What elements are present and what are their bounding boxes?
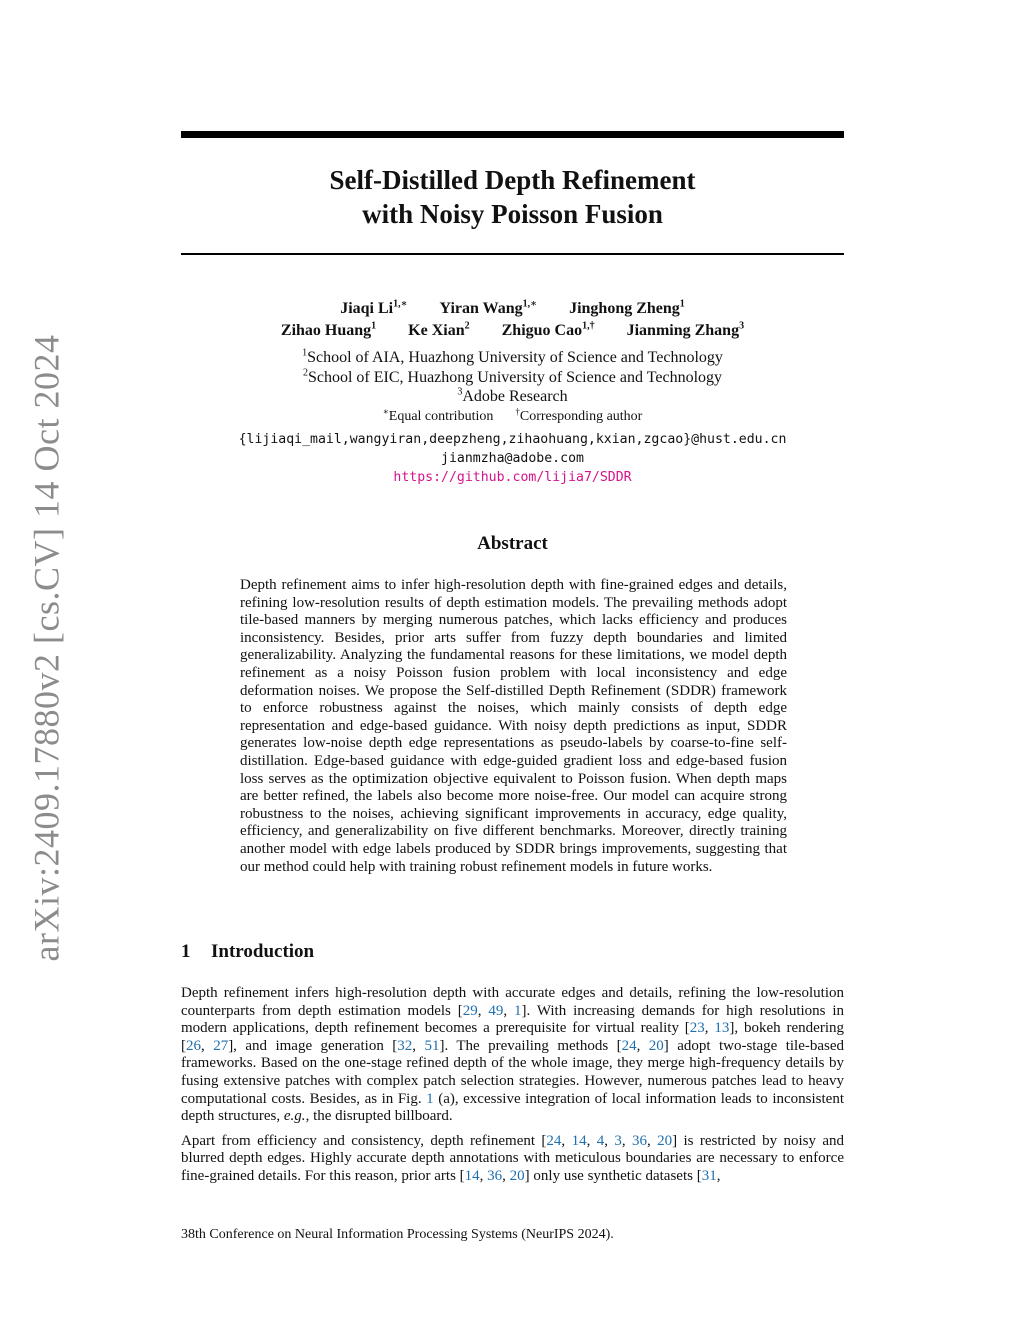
citation-link[interactable]: 20 bbox=[657, 1132, 673, 1149]
affiliation-text: School of EIC, Huazhong University of Science and Technology bbox=[307, 368, 723, 386]
author-affiliation-mark: 3 bbox=[739, 320, 745, 332]
citation-link[interactable]: 49 bbox=[488, 1002, 504, 1019]
text-run: ] is restricted by noisy and blurred depth edges. Highly accurate depth annotations with meticulous boundaries are necessary to enforce fine-grained details. For this reason, prior arts [ bbox=[181, 1132, 845, 1184]
abstract-body: Depth refinement aims to infer high-resolution depth with fine-grained edges and details, refining low-resolution results of depth estimation models. The prevailing methods adopt tile-based manners by merging numerous patches, which lacks efficiency and produces inconsistency. Besides, prior arts suffer from fuzzy depth boundaries and limited generalizability. Analyzing the fundamental reasons for these limitations, we model depth refinement as a noisy Poisson fusion problem with local inconsistency and edge deformation noises. We propose the Self-distilled Depth Refinement (SDDR) framework to enforce robustness against the noises, which mainly consists of depth edge representation and edge-based guidance. With noisy depth predictions as input, SDDR generates low-noise depth edge representations as pseudo-labels by coarse-to-fine self-distillation. Edge-based guidance with edge-guided gradient loss and edge-based fusion loss serves as the optimization objective equivalent to Poisson fusion. When depth maps are better refined, the labels also become more noise-free. Our model can acquire strong robustness to the noises, achieving significant improvements in accuracy, edge quality, efficiency, and generalizability on five different benchmarks. Moreover, directly training another model with edge labels produced by SDDR brings improvements, suggesting that our method could help with training robust refinement models in future works. bbox=[240, 577, 787, 875]
text-run: , bbox=[636, 1037, 649, 1054]
intro-paragraph-2 bbox=[181, 1133, 844, 1186]
author bbox=[502, 320, 595, 342]
author-list bbox=[181, 298, 844, 342]
text-run: , bbox=[412, 1037, 425, 1054]
text-run: , bbox=[503, 1002, 514, 1019]
text-run: Apart from efficiency and consistency, depth refinement [ bbox=[181, 1132, 547, 1149]
author-name: Zhiguo Cao bbox=[501, 322, 583, 339]
author bbox=[408, 320, 469, 342]
author-name: Zihao Huang bbox=[280, 322, 372, 339]
affiliation-mark: 1 bbox=[302, 347, 308, 359]
citation-link[interactable]: 4 bbox=[596, 1132, 605, 1149]
abstract-heading: Abstract bbox=[477, 533, 548, 554]
text-run: ]. With increasing demands for high resolutions in modern applications, depth refinement becomes a prerequisite for virtual reality [ bbox=[181, 1002, 845, 1037]
text-run: , bbox=[586, 1132, 597, 1149]
arxiv-identifier: arXiv:2409.17880v2 [cs.CV] 14 Oct 2024 bbox=[26, 334, 67, 962]
affiliation bbox=[181, 368, 844, 388]
text-run: , bbox=[477, 1002, 489, 1019]
citation-link[interactable]: 20 bbox=[509, 1167, 525, 1184]
conference-footnote: 38th Conference on Neural Information Processing Systems (NeurIPS 2024). bbox=[181, 1227, 614, 1242]
author-row-2 bbox=[181, 320, 844, 342]
author bbox=[569, 298, 685, 320]
text-run: , bbox=[621, 1132, 632, 1149]
contact-block bbox=[181, 430, 844, 487]
email-adobe: jianmzha@adobe.com bbox=[441, 451, 584, 466]
citation-link[interactable]: 29 bbox=[462, 1002, 478, 1019]
section-title: Introduction bbox=[211, 941, 315, 962]
text-run: ] only use synthetic datasets [ bbox=[524, 1167, 702, 1184]
affiliation-list bbox=[181, 348, 844, 407]
citation-link[interactable]: 27 bbox=[213, 1037, 229, 1054]
author-name: Jinghong Zheng bbox=[569, 300, 680, 317]
citation-link[interactable]: 13 bbox=[714, 1020, 730, 1037]
citation-link[interactable]: 51 bbox=[424, 1037, 440, 1054]
citation-link[interactable]: 31 bbox=[701, 1167, 717, 1184]
citation-link[interactable]: 23 bbox=[689, 1020, 705, 1037]
emphasis-text: e.g. bbox=[283, 1108, 306, 1125]
affiliation-mark: 3 bbox=[457, 386, 463, 398]
equal-contribution-mark: ∗ bbox=[382, 406, 389, 417]
text-run: , bbox=[479, 1167, 488, 1184]
affiliation bbox=[181, 348, 844, 368]
author bbox=[440, 298, 538, 320]
email-list-hust: {lijiaqi_mail,wangyiran,deepzheng,zihaohuang,kxian,zgcao}@hust.edu.cn bbox=[238, 432, 787, 447]
author-name: Ke Xian bbox=[408, 322, 465, 339]
citation-link[interactable]: 26 bbox=[186, 1037, 201, 1054]
citation-link[interactable]: 36 bbox=[631, 1132, 647, 1149]
text-run: , bbox=[646, 1132, 658, 1149]
text-run: ], bokeh rendering [ bbox=[181, 1020, 844, 1054]
author-name: Yiran Wang bbox=[439, 300, 523, 317]
author-name: Jianming Zhang bbox=[626, 322, 740, 339]
author-affiliation-mark: 1 bbox=[679, 298, 685, 310]
text-run: ]. The prevailing methods [ bbox=[439, 1037, 622, 1054]
equal-contribution-note: Equal contribution bbox=[388, 409, 494, 424]
text-run: , bbox=[561, 1132, 572, 1149]
section-heading bbox=[181, 940, 314, 964]
text-run: , bbox=[604, 1132, 615, 1149]
citation-link[interactable]: 32 bbox=[397, 1037, 413, 1054]
author-affiliation-mark: 2 bbox=[464, 320, 470, 332]
citation-link[interactable]: 36 bbox=[487, 1167, 503, 1184]
author-affiliation-mark: 1,∗ bbox=[393, 298, 408, 310]
title-rule-top bbox=[181, 131, 844, 138]
author-affiliation-mark: 1 bbox=[371, 320, 377, 332]
introduction-body bbox=[181, 985, 844, 1193]
arxiv-stamp bbox=[8, 334, 84, 962]
citation-link[interactable]: 3 bbox=[614, 1132, 622, 1149]
text-run: , bbox=[502, 1167, 510, 1184]
text-run: Depth refinement infers high-resolution depth with accurate edges and details, refining the low-resolution counterparts from depth estimation models [ bbox=[181, 985, 844, 1019]
corresponding-author-mark: † bbox=[515, 406, 520, 417]
author bbox=[340, 298, 407, 320]
author-row-1 bbox=[181, 298, 844, 320]
affiliation-mark: 2 bbox=[302, 367, 308, 379]
intro-paragraph-1 bbox=[181, 985, 844, 1126]
affiliation bbox=[181, 387, 844, 407]
author-affiliation-mark: 1,∗ bbox=[522, 298, 538, 310]
github-link[interactable]: https://github.com/lijia7/SDDR bbox=[393, 470, 632, 485]
text-run: , bbox=[716, 1167, 721, 1184]
title-rule-bottom bbox=[181, 253, 844, 255]
author bbox=[281, 320, 376, 342]
affiliation-text: Adobe Research bbox=[462, 388, 568, 405]
text-run: , the disrupted billboard. bbox=[305, 1108, 453, 1125]
paper-title bbox=[181, 163, 844, 231]
affiliation-text: School of AIA, Huazhong University of Science and Technology bbox=[307, 349, 723, 366]
title-line-2: with Noisy Poisson Fusion bbox=[362, 199, 663, 229]
text-run: (a), excessive integration of local information leads to inconsistent depth structures, bbox=[181, 1090, 844, 1125]
citation-link[interactable]: 1 bbox=[514, 1002, 522, 1019]
text-run: ], and image generation [ bbox=[228, 1037, 398, 1054]
text-run: , bbox=[201, 1037, 214, 1054]
text-run: , bbox=[704, 1020, 715, 1037]
text-run: ] adopt two-stage tile-based frameworks. Based on the one-stage refined depth of the whole image, they merge high-frequency details by fusing extensive patches with complex patch selection strategies. However, numerous patches lead to heavy computational costs. Besides, as in Fig. bbox=[181, 1037, 845, 1107]
section-number: 1 bbox=[181, 941, 191, 962]
citation-link[interactable]: 14 bbox=[464, 1167, 480, 1184]
title-line-1: Self-Distilled Depth Refinement bbox=[329, 165, 696, 195]
author bbox=[627, 320, 744, 342]
author-notes bbox=[181, 408, 844, 426]
citation-link[interactable]: 20 bbox=[648, 1037, 664, 1054]
author-name: Jiaqi Li bbox=[340, 300, 394, 317]
corresponding-author-note: Corresponding author bbox=[519, 409, 643, 424]
citation-link[interactable]: 24 bbox=[621, 1037, 637, 1054]
author-affiliation-mark: 1,† bbox=[582, 320, 595, 332]
citation-link[interactable]: 24 bbox=[546, 1132, 562, 1149]
citation-link[interactable]: 14 bbox=[571, 1132, 587, 1149]
figure-reference-link[interactable]: 1 bbox=[426, 1090, 434, 1107]
